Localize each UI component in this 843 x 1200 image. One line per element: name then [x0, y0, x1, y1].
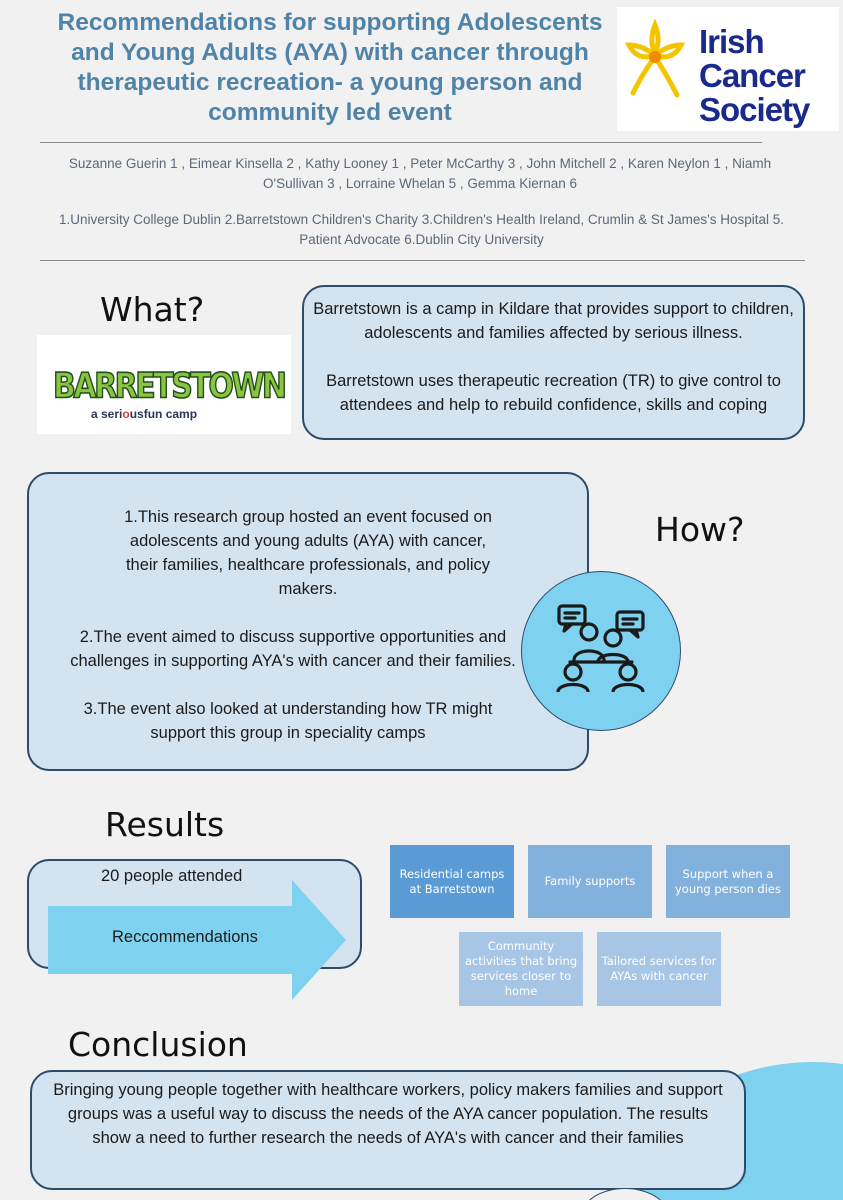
logo-tagline: a seriousfun camp [91, 407, 198, 421]
how-item: 1.This research group hosted an event focused on adolescents and young adults (AYA) with cancer, their families, healthcare professionals, and policy makers. [124, 508, 492, 598]
conclusion-text: Bringing young people together with healthcare workers, policy makers families and support groups was a useful way to discuss the needs of the AYA cancer population. The results show a need to further research the needs of AYA's with cancer and their families [53, 1081, 723, 1147]
what-heading: What? [100, 290, 205, 329]
logo-word: Cancer [699, 57, 805, 94]
what-paragraph: Barretstown is a camp in Kildare that provides support to children, adolescents and families affected by serious illness. [313, 300, 794, 342]
divider [40, 260, 805, 261]
author-list [20, 154, 820, 194]
affiliation-line: 1.University College Dublin 2.Barretstown Children's Charity 3.Children's Health Ireland, Crumlin & St James's Hospital 5. [58, 212, 785, 227]
poster-title [30, 8, 630, 128]
results-heading: Results [105, 805, 225, 844]
conclusion-heading: Conclusion [68, 1025, 248, 1064]
how-item: 3.The event also looked at understanding how TR might support this group in speciality camps [83, 700, 493, 742]
how-box [27, 472, 589, 771]
divider [40, 142, 762, 143]
affiliations [0, 210, 843, 250]
discussion-icon [556, 602, 646, 692]
how-heading: How? [655, 510, 745, 549]
irish-cancer-society-logo [617, 7, 839, 131]
recommendation-tile: Support when a young person dies [666, 845, 790, 918]
discussion-circle [521, 571, 681, 731]
title-line: and Young Adults (AYA) with cancer through [71, 39, 589, 66]
conclusion-box [30, 1070, 746, 1190]
recommendation-tile: Family supports [528, 845, 652, 918]
how-item: 2.The event aimed to discuss supportive opportunities and challenges in supporting AYA's with cancer and their families. [70, 628, 516, 670]
title-line: Recommendations for supporting Adolescents [57, 9, 603, 36]
author-line: Suzanne Guerin 1 , Eimear Kinsella 2 , Kathy Looney 1 , Peter McCarthy 3 , John Mitchell 2 , Karen Neylon 1 , Niamh [68, 156, 772, 171]
attendance-text: 20 people attended [101, 867, 243, 885]
arrow-label: Reccommendations [112, 928, 258, 946]
recommendation-tile: Community activities that bring services closer to home [459, 932, 583, 1006]
logo-word: Irish [699, 23, 764, 60]
daffodil-icon [621, 19, 689, 101]
what-paragraph: Barretstown uses therapeutic recreation (TR) to give control to attendees and help to rebuild confidence, skills and coping [326, 372, 781, 414]
recommendation-tile: Residential camps at Barretstown [390, 845, 514, 918]
logo-word: Society [699, 91, 810, 128]
what-box [302, 285, 805, 440]
title-line: therapeutic recreation- a young person and [77, 69, 583, 96]
author-line: O'Sullivan 3 , Lorraine Whelan 5 , Gemma Kiernan 6 [263, 176, 577, 191]
logo-word: BARRETSTOWN [53, 366, 285, 407]
title-line: community led event [208, 99, 452, 126]
recommendation-tile: Tailored services for AYAs with cancer [597, 932, 721, 1006]
affiliation-line: Patient Advocate 6.Dublin City University [299, 232, 544, 247]
barretstown-logo [37, 335, 291, 434]
